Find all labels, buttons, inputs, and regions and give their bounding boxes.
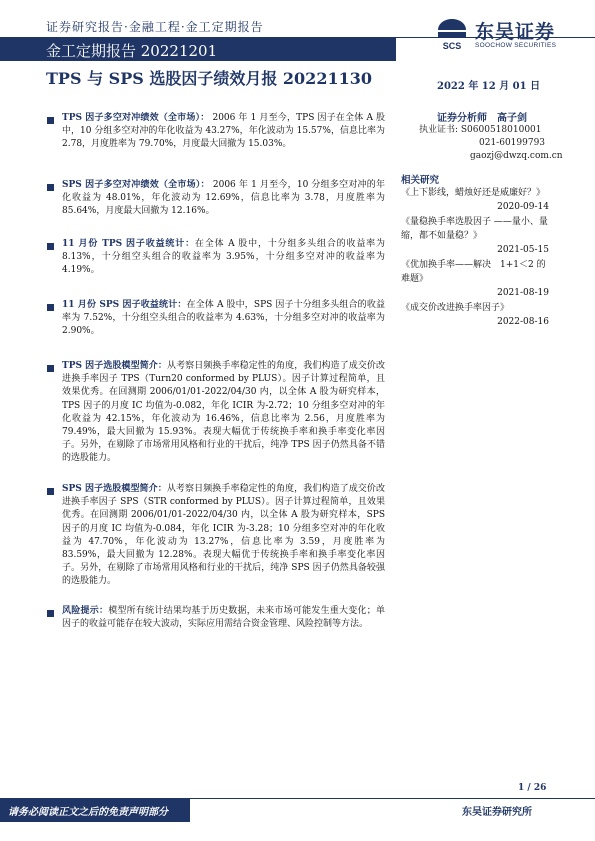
paragraph-text: 在全体 A 股中，SPS 因子十分组多头组合的收益率为 7.52%，十分组空头组合的收益率为 4.63%，十分组多空对冲的收益率为 2.90%。 [62,300,385,337]
analyst-cert: 执业证书: S0600518010001 [419,125,542,135]
summary-paragraph [62,605,385,631]
related-item-date: 2020-09-14 [497,202,549,212]
bullet-square-icon [47,365,54,372]
paragraph-text: 在全体 A 股中，十分组多头组合的收益率为 8.13%，十分组空头组合的收益率为 3.95%，十分组多空对冲的收益率为 4.19%。 [62,239,385,276]
report-series-title: 金工定期报告 20221201 [46,42,218,60]
report-date: 2022 年 12 月 01 日 [437,81,541,92]
analyst-name: 证券分析师 高子剑 [437,113,527,124]
footer-band [0,799,190,822]
bullet-square-icon [47,184,54,191]
related-item[interactable] [401,186,549,214]
analyst-phone: 021-60199793 [479,138,546,148]
logo-mark-text: SCS [442,41,462,51]
related-item-date: 2022-08-16 [497,317,549,327]
logo-emblem-icon [433,18,471,52]
related-research-title: 相关研究 [401,175,440,186]
summary-paragraph [62,179,385,219]
related-item-title[interactable]: 《成交价改进换手率因子》 [401,303,510,313]
paragraph-label: SPS 因子选股模型简介： [62,484,167,494]
paragraph-label: 风险提示： [62,606,109,616]
paragraph-text: 2006 年 1 月至今，10 分组多空对冲的年化收益为 48.01%，年化波动为 12.69%，信息比率为 3.78，月度胜率为 85.64%，月度最大回撤为 12.16%。 [62,180,385,217]
paragraph-label: SPS 因子多空对冲绩效（全市场）： [62,180,210,190]
related-item-title[interactable]: 《量稳换手率选股因子 ——量小、量缩，都不如量稳？》 [401,217,548,241]
summary-paragraph [62,238,385,278]
paragraph-text: 从考察日频换手率稳定性的角度，我们构造了成交价改进换手率因子 TPS（Turn20 conformed by PLUS）。因子计算过程简单，且效果优秀。在回测期 2006/01/01-2022/04/30 内，以全体 A 股为研究样本，TPS 因子的月度 IC 均值为-0.082，年化 ICIR 为-2.72；10 分组多空对冲的年化收益为 42.15%，年化波动为 16.46%，信息比率为 2.56，月度胜率为 79.49%，最大回撤为 15.93%。表现大幅优于传统换手率和换手率变化率因子。另外，在剔除了市场常用风格和行业的干扰后，纯净 TPS 因子仍然具备不错的选股能力。 [62,361,385,464]
summary-paragraph [62,360,385,466]
company-logo [433,18,563,54]
header-band [0,38,396,61]
logo-name-en: SOOCHOW SECURITIES [475,42,557,49]
summary-paragraph [62,299,385,339]
related-item-title[interactable]: 《优加换手率——解决 1+1＜2 的难题》 [401,260,546,284]
bullet-square-icon [47,243,54,250]
related-item-date: 2021-08-19 [497,288,549,298]
logo-name-cn: 东吴证券 [475,21,556,43]
page-number: 1 / 26 [518,783,547,793]
analyst-email[interactable]: gaozj@dwzq.com.cn [470,151,563,161]
related-item[interactable] [401,215,549,257]
report-title: TPS 与 SPS 选股因子绩效月报 20221130 [46,69,372,88]
summary-paragraph [62,483,385,589]
paragraph-text: 2006 年 1 月至今，TPS 因子在全体 A 股中，10 分组多空对冲的年化收益为 43.27%，年化波动为 15.57%，信息比率为 2.78，月度胜率为 79.70%，月度最大回撤为 15.03%。 [62,113,385,150]
bullet-square-icon [47,610,54,617]
bullet-square-icon [47,488,54,495]
related-item-title[interactable]: 《上下影线，蜡烛好还是威廉好？》 [401,188,546,198]
summary-paragraph [62,112,385,152]
related-item-date: 2021-05-15 [497,245,549,255]
footer-company: 东吴证券研究所 [462,807,532,818]
bullet-square-icon [47,304,54,311]
paragraph-text: 从考察日频换手率稳定性的角度，我们构造了成交价改进换手率因子 SPS（STR conformed by PLUS）。因子计算过程简单，且效果优秀。在回测期 2006/01/01-2022/04/30 内，以全体 A 股为研究样本，SPS 因子的月度 IC 均值为-0.084，年化 ICIR 为-3.28；10 分组多空对冲的年化收益为 47.70%，年化波动为 13.27%，信息比率为 3.59，月度胜率为 83.59%，最大回撤为 12.28%。表现大幅优于传统换手率和换手率变化率因子。另外，在剔除了市场常用风格和行业的干扰后，纯净 SPS 因子仍然具备较强的选股能力。 [62,484,385,587]
related-item[interactable] [401,258,549,300]
related-item[interactable] [401,301,549,329]
bullet-square-icon [47,117,54,124]
paragraph-text: 模型所有统计结果均基于历史数据，未来市场可能发生重大变化；单因子的收益可能存在较大波动，实际应用需结合资金管理、风险控制等方法。 [62,606,385,630]
paragraph-label: 11 月份 TPS 因子收益统计： [62,239,195,249]
report-category: 证券研究报告·金融工程·金工定期报告 [46,20,264,34]
related-research-list [401,186,549,330]
paragraph-label: TPS 因子选股模型简介： [62,361,167,371]
paragraph-label: TPS 因子多空对冲绩效（全市场）： [62,113,210,123]
disclaimer-notice: 请务必阅读正文之后的免责声明部分 [8,807,168,818]
paragraph-label: 11 月份 SPS 因子收益统计： [62,300,187,310]
